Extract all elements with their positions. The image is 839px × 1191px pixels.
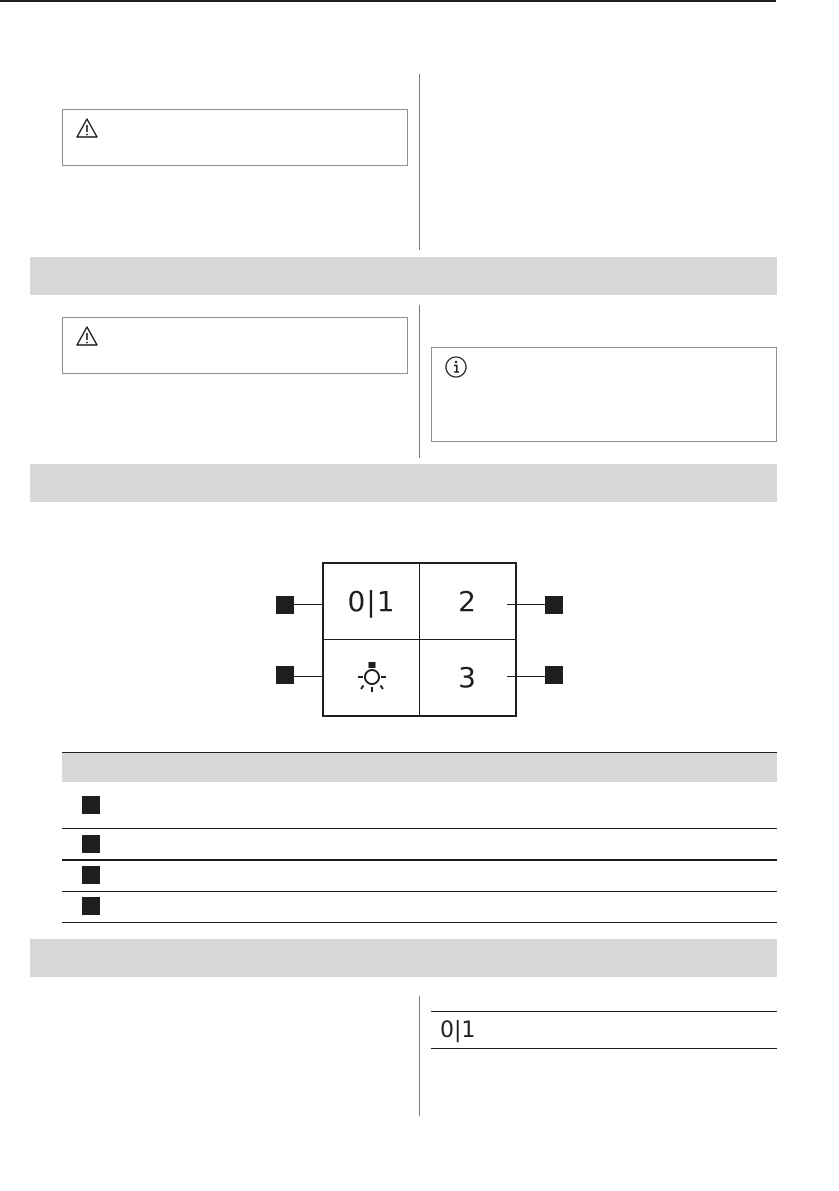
- callout-marker-3: [276, 666, 294, 684]
- warning-triangle-icon: [75, 325, 99, 347]
- table-row-rule: [62, 891, 777, 892]
- column-divider: [419, 74, 420, 250]
- table-row-rule: [62, 859, 777, 861]
- warning-triangle-icon: [75, 117, 99, 139]
- table-row-marker-1: [82, 796, 100, 814]
- table-row-rule: [62, 828, 777, 829]
- speed-2-label: 2: [458, 585, 477, 618]
- section-heading-band: [30, 257, 777, 295]
- column-divider-3: [419, 996, 420, 1116]
- table-row-rule: [62, 922, 777, 923]
- section-heading-band-3: [30, 939, 777, 977]
- control-panel: [322, 562, 517, 717]
- table-header: [62, 752, 777, 782]
- column-divider-2: [419, 305, 420, 458]
- speed-3-label: 3: [458, 661, 477, 694]
- table-row-marker-4: [82, 897, 100, 915]
- leader-line-2: [507, 604, 545, 605]
- section-heading-band-2: [30, 464, 777, 502]
- symbol-table-bottom-rule: [431, 1048, 777, 1049]
- top-rule: [0, 0, 776, 2]
- light-bulb-icon: [354, 660, 390, 696]
- symbol-table-top-rule: [431, 1011, 777, 1012]
- warning-note-box: [62, 109, 408, 166]
- callout-marker-2: [545, 596, 563, 614]
- speed-3-button[interactable]: [420, 640, 515, 715]
- callout-marker-4: [545, 666, 563, 684]
- info-note-box: [431, 347, 777, 442]
- table-row-marker-3: [82, 866, 100, 884]
- warning-note-box-2: [62, 317, 408, 374]
- info-circle-icon: [444, 355, 468, 379]
- callout-marker-1: [276, 596, 294, 614]
- light-button[interactable]: [324, 640, 419, 715]
- speed-2-button[interactable]: [420, 564, 515, 639]
- leader-line-3: [294, 676, 324, 677]
- symbol-on-off: 0|1: [440, 1018, 476, 1043]
- table-row-marker-2: [82, 835, 100, 853]
- on-off-label: 0|1: [347, 585, 396, 618]
- leader-line-1: [294, 604, 324, 605]
- leader-line-4: [507, 676, 545, 677]
- on-off-button[interactable]: [324, 564, 419, 639]
